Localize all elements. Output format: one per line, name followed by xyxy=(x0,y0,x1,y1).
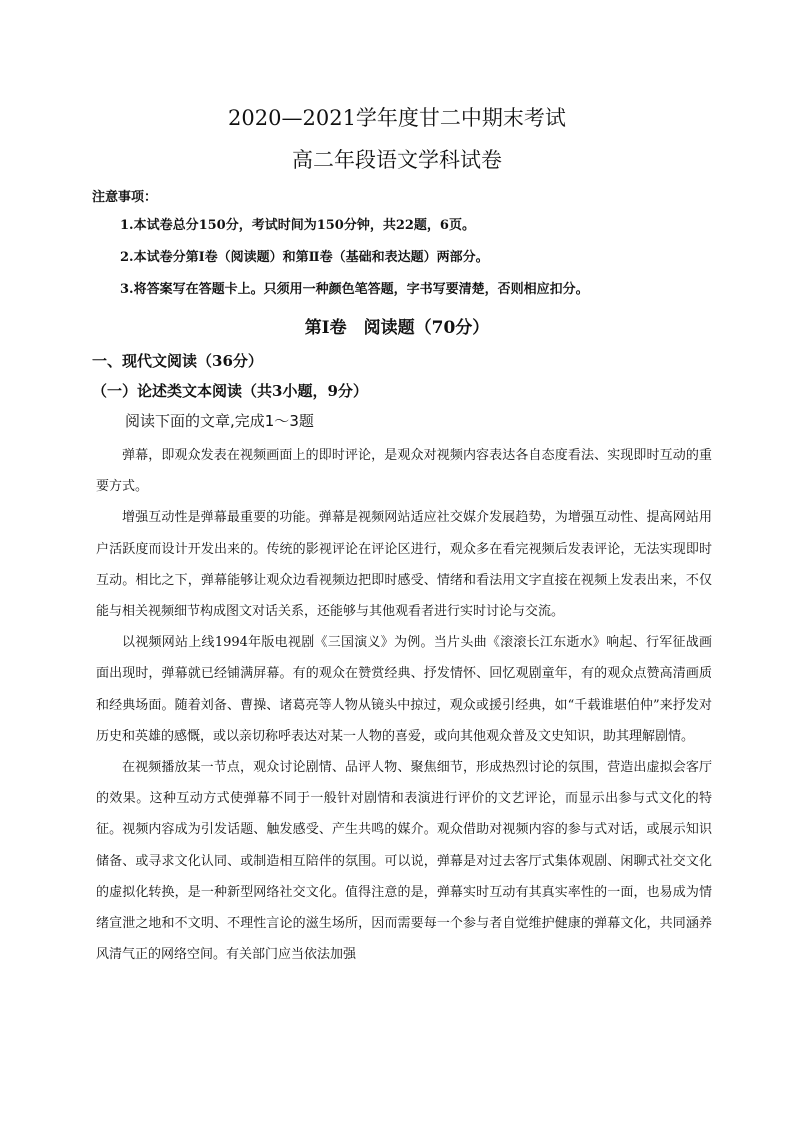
volume-heading: 第Ⅰ卷 阅读题（70分） xyxy=(304,318,490,338)
article-body xyxy=(96,440,712,970)
article-paragraph-4: 在视频播放某一节点，观众讨论剧情、品评人物、聚焦细节，形成热烈讨论的氛围，营造出虚拟会客厅的效果。这种互动方式使弹幕不同于一般针对剧情和表演进行评价的文艺评论，而显示出参与式文化的特征。视频内容成为引发话题、触发感受、产生共鸣的媒介。观众借助对视频内容的参与式对话，或展示知识储备、或寻求文化认同、或制造相互陪伴的氛围。可以说，弹幕是对过去客厅式集体观剧、闲聊式社交文化的虚拟化转换，是一种新型网络社交文化。值得注意的是，弹幕实时互动有其真实率性的一面，也易成为情绪宣泄之地和不文明、不理性言论的滋生场所，因而需要每一个参与者自觉维护健康的弹幕文化，共同涵养风清气正的网络空间。有关部门应当依法加强 xyxy=(96,760,712,963)
article-paragraph-1: 弹幕，即观众发表在视频画面上的即时评论，是观众对视频内容表达各自态度看法、实现即时互动的重要方式。 xyxy=(96,448,712,495)
article-paragraph-3: 以视频网站上线1994年版电视剧《三国演义》为例。当片头曲《滚滚长江东逝水》响起、行军征战画面出现时，弹幕就已经铺满屏幕。有的观众在赞赏经典、抒发情怀、回忆观剧童年，有的观众点赞高清画质和经典场面。随着刘备、曹操、诸葛亮等人物从镜头中掠过，观众或援引经典，如“千载谁堪伯仲”来抒发对历史和英雄的感慨，或以亲切称呼表达对某一人物的喜爱，或向其他观众普及文史知识，助其理解剧情。 xyxy=(96,635,712,744)
notice-item-2: 2.本试卷分第Ⅰ卷（阅读题）和第Ⅱ卷（基础和表达题）两部分。 xyxy=(120,250,489,265)
exam-title: 2020—2021学年度甘二中期末考试 xyxy=(228,106,566,130)
notice-item-1: 1.本试卷总分150分，考试时间为150分钟，共22题，6页。 xyxy=(120,218,475,233)
section-heading: 一、现代文阅读（36分） xyxy=(92,352,263,370)
exam-subtitle: 高二年段语文学科试卷 xyxy=(292,148,502,172)
subsection-heading: （一）论述类文本阅读（共3小题，9分） xyxy=(92,382,368,400)
reading-instruction: 阅读下面的文章,完成1～3题 xyxy=(125,412,314,430)
article-paragraph-2: 增强互动性是弹幕最重要的功能。弹幕是视频网站适应社交媒介发展趋势，为增强互动性、提高网站用户活跃度而设计开发出来的。传统的影视评论在评论区进行，观众多在看完视频后发表评论，无法实现即时互动。相比之下，弹幕能够让观众边看视频边把即时感受、情绪和看法用文字直接在视频上发表出来，不仅能与相关视频细节构成图文对话关系，还能够与其他观看者进行实时讨论与交流。 xyxy=(96,510,712,620)
notice-heading: 注意事项： xyxy=(92,190,158,205)
notice-item-3: 3.将答案写在答题卡上。只须用一种颜色笔答题，字书写要清楚，否则相应扣分。 xyxy=(120,282,589,297)
